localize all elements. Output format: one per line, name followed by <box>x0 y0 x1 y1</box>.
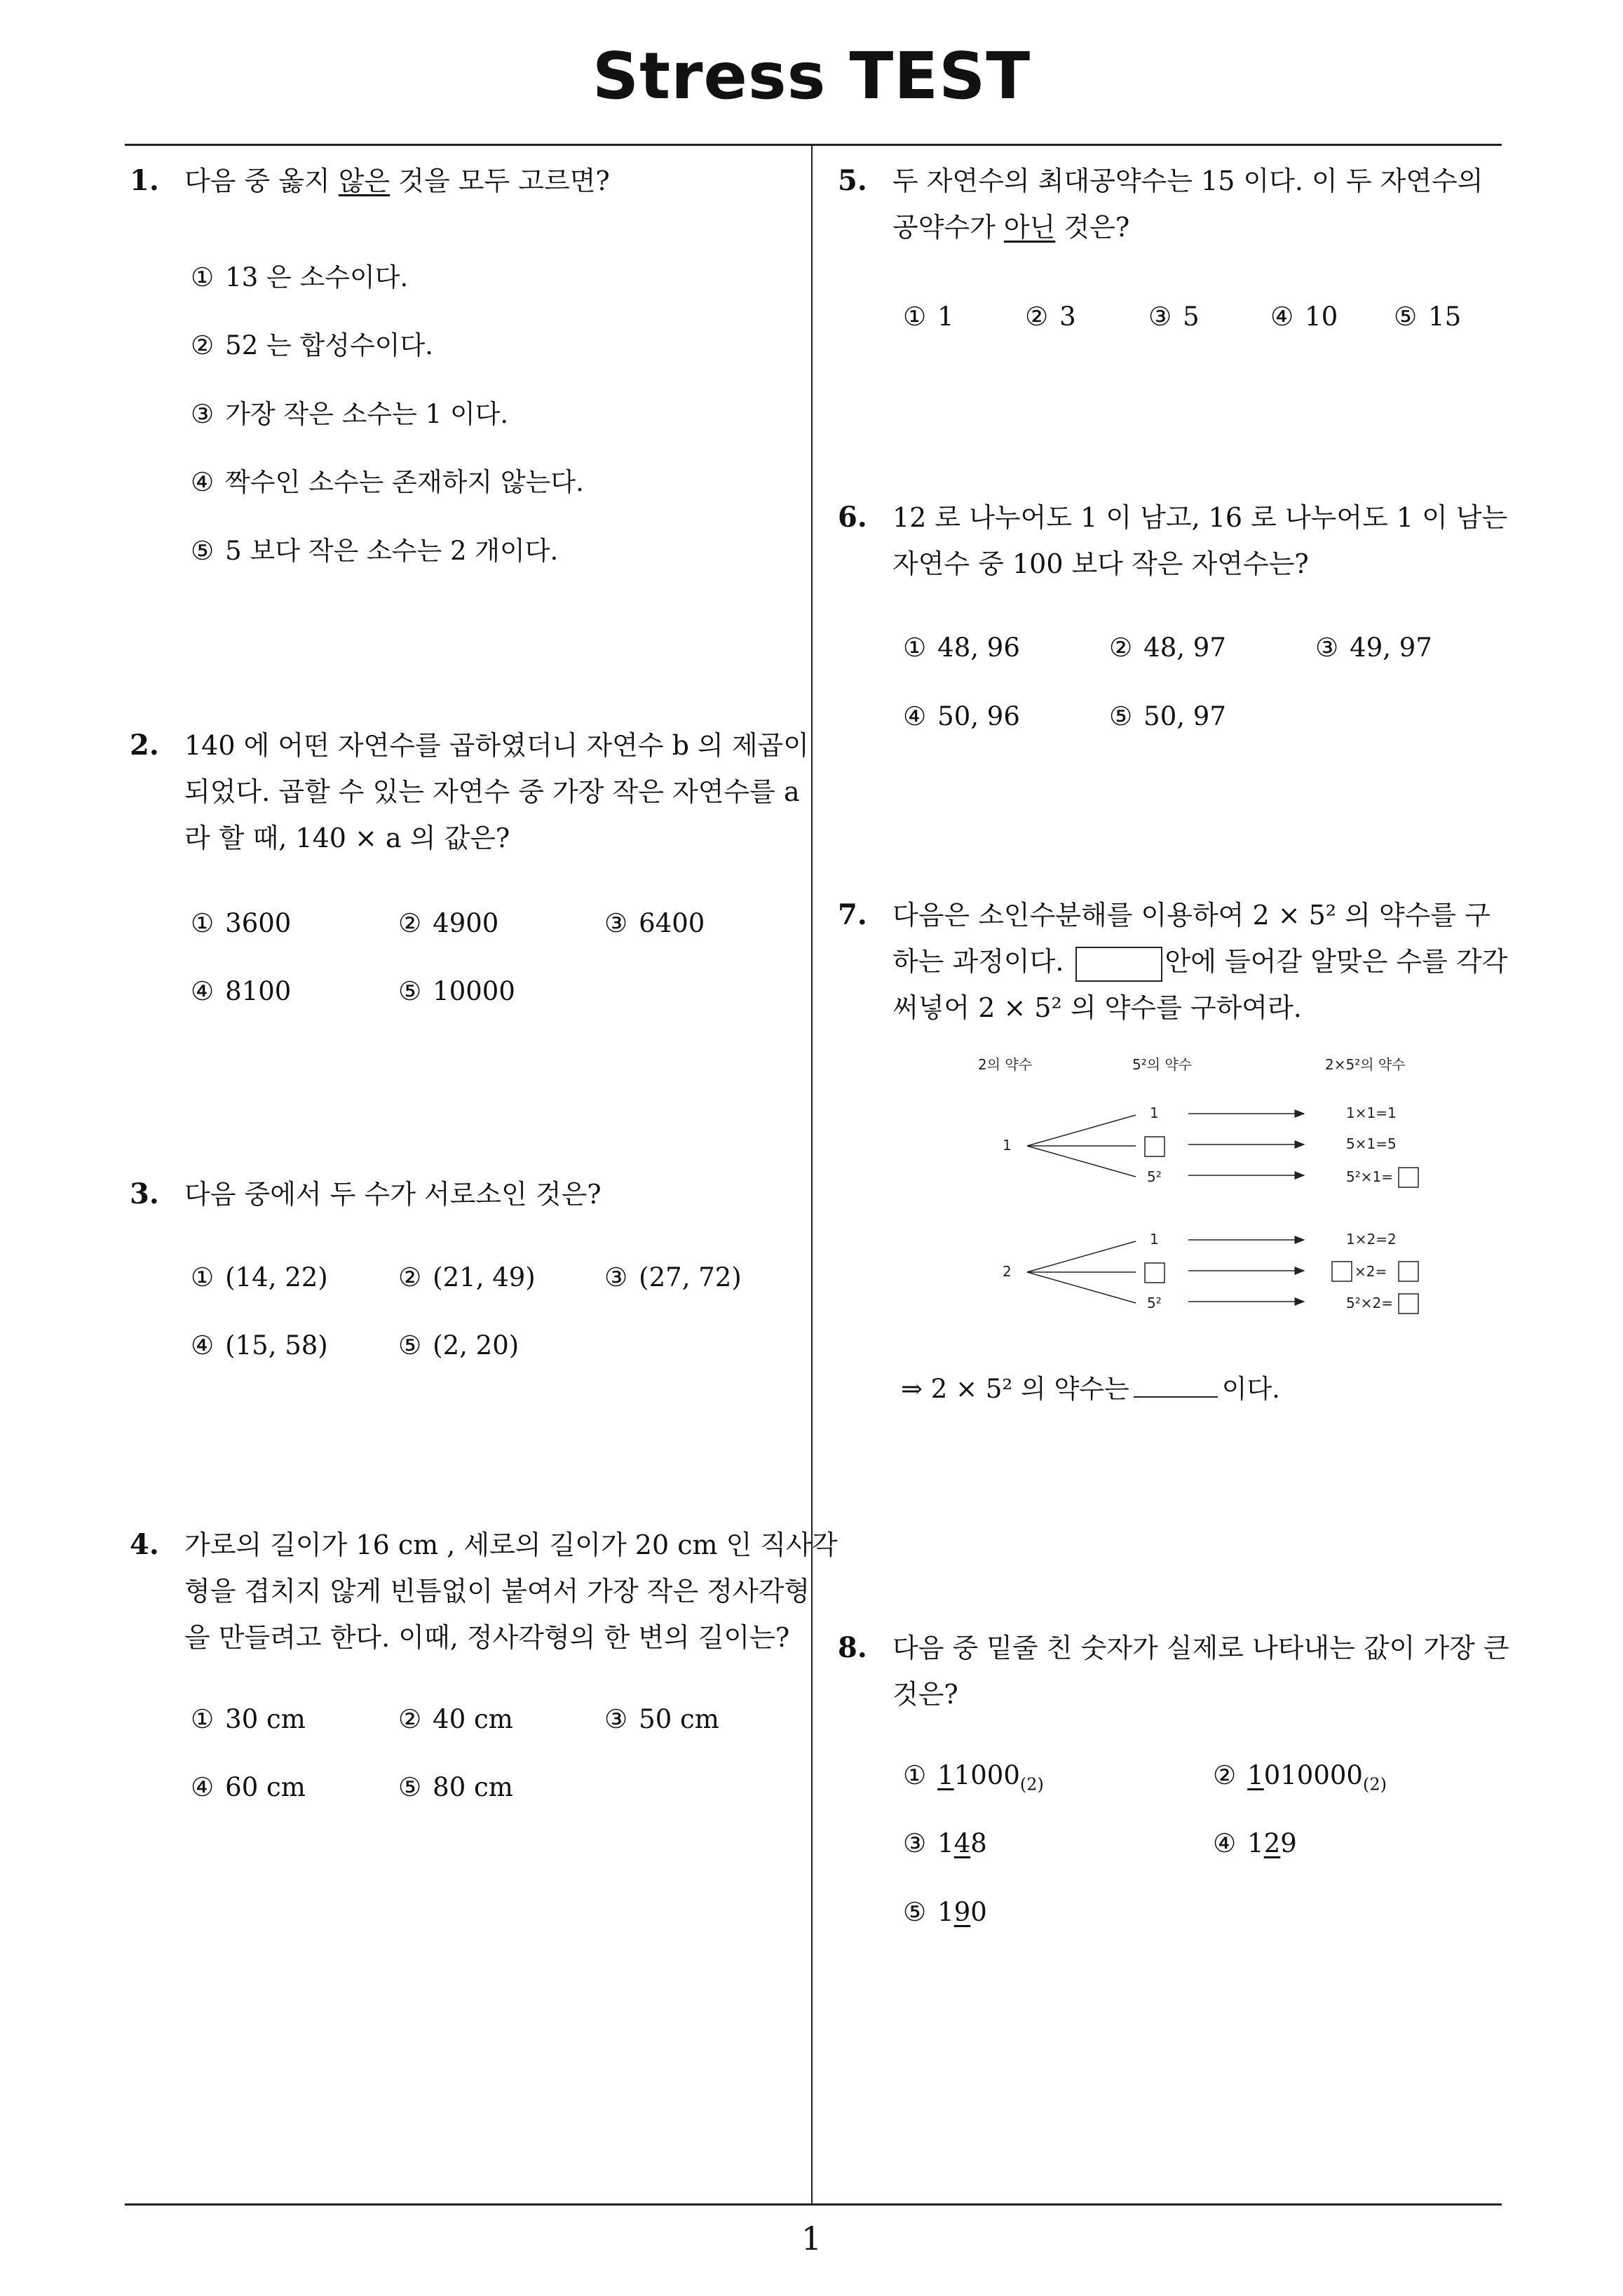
underlined-digit: 9 <box>953 1897 971 1927</box>
option-mark: ① <box>191 1262 215 1292</box>
option-mark: ③ <box>191 399 215 429</box>
option-text: 6400 <box>639 908 705 938</box>
option-mark: ④ <box>1213 1828 1237 1858</box>
question-number: 4. <box>130 1528 159 1561</box>
option-mark: ② <box>191 330 215 360</box>
option-text: 13 은 소수이다. <box>225 262 409 292</box>
option-mark: ④ <box>191 1330 215 1360</box>
option-text: 60 cm <box>225 1772 306 1802</box>
divisor-tree-svg <box>939 1045 1444 1325</box>
blank-box <box>1332 1262 1352 1281</box>
question-number: 2. <box>130 729 159 762</box>
option-5[interactable] <box>398 1330 519 1360</box>
tree-root-1: 1 <box>1003 1137 1012 1154</box>
question-text-part: 안에 들어갈 알맞은 수를 각각 <box>1164 946 1508 977</box>
option-text: 짝수인 소수는 존재하지 않는다. <box>225 467 584 497</box>
base-subscript: (2) <box>1019 1774 1044 1795</box>
option-text: (15, 58) <box>225 1330 328 1360</box>
option-mark: ④ <box>1270 302 1294 332</box>
question-line: 다음은 소인수분해를 이용하여 2 × 5² 의 약수를 구 <box>892 900 1490 931</box>
page-title: Stress TEST <box>592 39 1031 114</box>
tree-leaf-1: 1 <box>1150 1231 1159 1248</box>
tree-leaf-1: 1 <box>1150 1105 1159 1121</box>
option-mark: ② <box>1109 633 1133 663</box>
option-1[interactable] <box>903 1760 1044 1794</box>
question-line: 라 할 때, 140 × a 의 값은? <box>184 823 510 853</box>
option-mark: ⑤ <box>398 1330 422 1360</box>
question-text-part: 공약수가 <box>892 212 1004 243</box>
option-4[interactable] <box>191 1330 328 1360</box>
option-text: (2, 20) <box>433 1330 520 1360</box>
conclusion-text: 이다. <box>1221 1374 1280 1404</box>
option-2[interactable] <box>398 908 498 938</box>
branch-line <box>1027 1115 1136 1146</box>
question-text <box>184 722 809 861</box>
result-1: 1×1=1 <box>1346 1105 1397 1121</box>
option-text: 80 cm <box>433 1772 513 1802</box>
option-mark: ③ <box>604 1704 628 1734</box>
underlined-digit: 2 <box>1263 1828 1281 1858</box>
option-mark: ⑤ <box>1394 302 1418 332</box>
question-line: 가로의 길이가 16 cm , 세로의 길이가 20 cm 인 직사각 <box>184 1529 838 1560</box>
top-rule <box>125 144 1502 146</box>
option-4[interactable] <box>191 976 291 1006</box>
option-2[interactable] <box>1109 633 1226 663</box>
option-text: 4900 <box>433 908 499 938</box>
question-text-part: 다음 중 옳지 <box>184 166 339 196</box>
option-mark: ⑤ <box>191 536 215 566</box>
option-text: 48, 96 <box>937 633 1020 663</box>
result-25: 5²×1= <box>1346 1168 1393 1185</box>
option-text: 48, 97 <box>1143 633 1226 663</box>
option-3[interactable] <box>1315 633 1432 663</box>
base-subscript: (2) <box>1362 1774 1387 1795</box>
option-text: 5 보다 작은 소수는 2 개이다. <box>225 536 559 566</box>
option-5[interactable] <box>903 1897 987 1927</box>
result-50: 5²×2= <box>1346 1295 1393 1311</box>
question-line: 12 로 나누어도 1 이 남고, 16 로 나누어도 1 이 남는 <box>892 502 1508 533</box>
conclusion-text: ⇒ 2 × 5² 의 약수는 <box>901 1374 1129 1404</box>
question-line <box>892 204 1483 250</box>
option-mark: ③ <box>903 1828 927 1858</box>
option-text: (27, 72) <box>639 1262 742 1292</box>
option-mark: ② <box>1213 1760 1237 1790</box>
option-text: 10 <box>1305 302 1338 332</box>
option-text: 1 <box>937 1828 954 1858</box>
result-2: 1×2=2 <box>1346 1231 1397 1248</box>
option-mark: ⑤ <box>1109 701 1133 731</box>
option-2[interactable] <box>398 1704 513 1734</box>
question-number: 5. <box>838 164 867 197</box>
option-4[interactable] <box>191 461 584 499</box>
question-number: 1. <box>130 164 159 197</box>
option-text: (14, 22) <box>225 1262 328 1292</box>
blank-box <box>1145 1137 1164 1156</box>
question-text: 다음 중에서 두 수가 서로소인 것은? <box>184 1179 602 1210</box>
option-1[interactable] <box>903 302 954 332</box>
option-1[interactable] <box>191 908 291 938</box>
header-divisors-of-5-squared: 5²의 약수 <box>1132 1056 1193 1073</box>
option-4[interactable] <box>1213 1828 1297 1858</box>
question-number: 6. <box>838 501 867 534</box>
tree-leaf-5-squared: 5² <box>1147 1168 1162 1185</box>
blank-box <box>1399 1262 1418 1281</box>
option-5[interactable] <box>1394 302 1461 332</box>
option-4[interactable] <box>1270 302 1338 332</box>
option-mark: ② <box>398 1262 422 1292</box>
option-5[interactable] <box>1109 701 1226 731</box>
question-text <box>892 158 1483 250</box>
option-mark: ③ <box>604 908 628 938</box>
option-2[interactable] <box>191 324 433 362</box>
option-1[interactable] <box>191 1704 306 1734</box>
question-text <box>184 1522 838 1661</box>
question-line <box>892 938 1507 985</box>
option-mark: ⑤ <box>398 976 422 1006</box>
option-text: 49, 97 <box>1350 633 1432 663</box>
header-divisors-of-2: 2의 약수 <box>978 1056 1033 1073</box>
option-text: 40 cm <box>433 1704 513 1734</box>
option-mark: ① <box>903 1760 927 1790</box>
option-3[interactable] <box>604 1704 719 1734</box>
branch-line <box>1027 1146 1136 1177</box>
option-text: 15 <box>1428 302 1462 332</box>
option-mark: ⑤ <box>398 1772 422 1802</box>
branch-line <box>1027 1241 1136 1272</box>
option-text: 1 <box>937 1897 954 1927</box>
option-text: 3600 <box>225 908 292 938</box>
option-text: 1 <box>1247 1828 1264 1858</box>
option-text: 8100 <box>225 976 292 1006</box>
result-times-2: ×2= <box>1354 1263 1387 1280</box>
option-mark: ① <box>903 302 927 332</box>
answer-blank[interactable] <box>1134 1375 1218 1398</box>
option-3[interactable] <box>604 1262 742 1292</box>
option-mark: ④ <box>191 976 215 1006</box>
question-text-part: 것은? <box>1055 212 1130 243</box>
underlined-digit: 1 <box>1247 1760 1264 1790</box>
question-line: 두 자연수의 최대공약수는 15 이다. 이 두 자연수의 <box>892 166 1483 196</box>
question-number: 7. <box>838 898 867 931</box>
option-text: 가장 작은 소수는 1 이다. <box>225 399 509 429</box>
option-5[interactable] <box>191 529 558 567</box>
option-text: 5 <box>1183 302 1200 332</box>
header-divisors-of-product: 2×5²의 약수 <box>1325 1056 1406 1073</box>
question-number: 3. <box>130 1177 159 1210</box>
option-4[interactable] <box>191 1772 306 1802</box>
option-mark: ④ <box>191 467 215 497</box>
option-text: 8 <box>970 1828 987 1858</box>
option-5[interactable] <box>398 976 515 1006</box>
question-line: 140 에 어떤 자연수를 곱하였더니 자연수 b 의 제곱이 <box>184 730 809 761</box>
question-number: 8. <box>838 1631 867 1664</box>
option-mark: ② <box>398 1704 422 1734</box>
question-line: 자연수 중 100 보다 작은 자연수는? <box>892 548 1309 579</box>
option-text: 1 <box>937 302 954 332</box>
option-3[interactable] <box>903 1828 987 1858</box>
option-2[interactable] <box>1213 1760 1387 1794</box>
question-text-part: 것을 모두 고르면? <box>390 166 610 196</box>
option-mark: ① <box>191 1704 215 1734</box>
divisor-tree-diagram <box>939 1045 1444 1325</box>
option-1[interactable] <box>191 256 408 294</box>
question-text <box>892 494 1507 587</box>
question-line: 을 만들려고 한다. 이때, 정사각형의 한 변의 길이는? <box>184 1622 790 1653</box>
question-line: 형을 겹치지 않게 빈틈없이 붙여서 가장 작은 정사각형 <box>184 1576 810 1607</box>
question-line: 써넣어 2 × 5² 의 약수를 구하여라. <box>892 992 1302 1023</box>
option-text: 30 cm <box>225 1704 306 1734</box>
option-mark: ⑤ <box>903 1897 927 1927</box>
answer-box <box>1075 947 1162 982</box>
option-mark: ① <box>903 633 927 663</box>
bottom-rule <box>125 2203 1502 2206</box>
result-5: 5×1=5 <box>1346 1135 1397 1152</box>
column-divider <box>811 145 813 2203</box>
tree-leaf-5-squared: 5² <box>1147 1295 1162 1311</box>
option-2[interactable] <box>1025 302 1076 332</box>
question-line: 것은? <box>892 1679 958 1710</box>
option-mark: ② <box>1025 302 1049 332</box>
option-text: 52 는 합성수이다. <box>225 330 433 360</box>
underlined-word: 아닌 <box>1003 212 1056 243</box>
underlined-digit: 1 <box>937 1760 954 1790</box>
option-4[interactable] <box>903 701 1020 731</box>
option-text: 1000 <box>953 1760 1020 1790</box>
option-text: 10000 <box>433 976 515 1006</box>
option-text: 0 <box>970 1897 987 1927</box>
question-text <box>892 892 1507 1031</box>
option-mark: ④ <box>903 701 927 731</box>
option-text: 010000 <box>1263 1760 1363 1790</box>
branch-line <box>1027 1272 1136 1303</box>
option-text: 50 cm <box>639 1704 719 1734</box>
underlined-digit: 4 <box>953 1828 971 1858</box>
option-1[interactable] <box>903 633 1020 663</box>
option-3[interactable] <box>191 393 508 431</box>
underlined-word: 않은 <box>338 166 391 196</box>
option-mark: ② <box>398 908 422 938</box>
blank-box <box>1145 1263 1164 1283</box>
option-mark: ① <box>191 262 215 292</box>
option-text: 50, 97 <box>1143 701 1226 731</box>
question-text <box>892 1625 1509 1717</box>
option-mark: ① <box>191 908 215 938</box>
blank-box <box>1399 1294 1418 1314</box>
option-text: (21, 49) <box>433 1262 536 1292</box>
option-text: 50, 96 <box>937 701 1020 731</box>
question-line: 다음 중 밑줄 친 숫자가 실제로 나타내는 값이 가장 큰 <box>892 1633 1509 1663</box>
question-text <box>184 158 610 204</box>
option-mark: ③ <box>604 1262 628 1292</box>
option-1[interactable] <box>191 1262 328 1292</box>
option-3[interactable] <box>604 908 705 938</box>
question-text-part: 하는 과정이다. <box>892 946 1073 977</box>
option-mark: ③ <box>1148 302 1172 332</box>
option-mark: ③ <box>1315 633 1339 663</box>
question-line: 되었다. 곱할 수 있는 자연수 중 가장 작은 자연수를 a <box>184 776 800 807</box>
option-text: 9 <box>1280 1828 1297 1858</box>
option-text: 3 <box>1059 302 1076 332</box>
conclusion-line <box>901 1368 1280 1405</box>
page-number: 1 <box>801 2220 822 2257</box>
tree-root-2: 2 <box>1003 1263 1012 1280</box>
option-2[interactable] <box>398 1262 536 1292</box>
blank-box <box>1399 1168 1418 1187</box>
option-mark: ④ <box>191 1772 215 1802</box>
option-3[interactable] <box>1148 302 1200 332</box>
option-5[interactable] <box>398 1772 513 1802</box>
